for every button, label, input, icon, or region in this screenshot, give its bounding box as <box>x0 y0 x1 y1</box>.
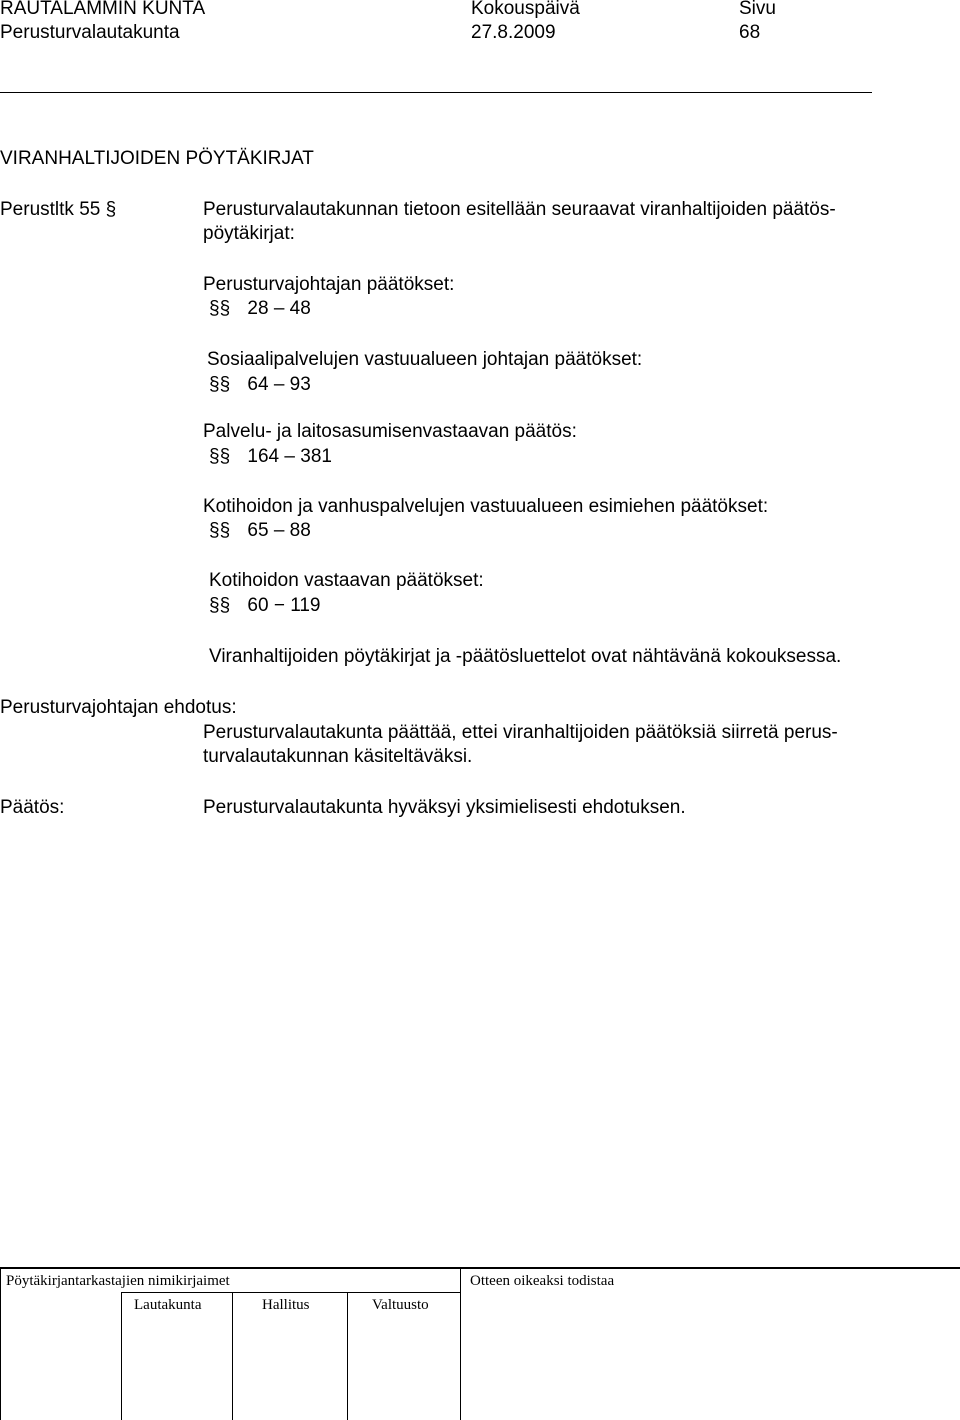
page-number: 68 <box>739 22 761 43</box>
decision-label: Kotihoidon ja vanhuspalvelujen vastuualueen esimiehen päätökset: <box>203 496 769 517</box>
footer-divider <box>232 1292 233 1420</box>
decision-sections <box>209 297 311 321</box>
case-id <box>0 198 116 222</box>
footer-divider <box>347 1292 348 1420</box>
signatures-label: Pöytäkirjantarkastajien nimikirjaimet <box>6 1273 230 1289</box>
notice-text: Viranhaltijoiden pöytäkirjat ja -päätösluettelot ovat nähtävänä kokouksessa. <box>209 646 842 667</box>
section-sign-icon: §§ <box>209 520 231 541</box>
decision-sections <box>209 445 332 469</box>
decision-range: 28 – 48 <box>247 298 311 319</box>
column-hallitus: Hallitus <box>262 1297 310 1313</box>
decision-label: Perusturvajohtajan päätökset: <box>203 274 455 295</box>
column-valtuusto: Valtuusto <box>372 1297 429 1313</box>
header-divider <box>0 92 872 93</box>
column-lautakunta: Lautakunta <box>134 1297 202 1313</box>
page-label: Sivu <box>739 0 776 19</box>
footer-divider <box>460 1268 461 1420</box>
decision-sections <box>209 594 321 618</box>
decision-range: 64 – 93 <box>247 374 311 395</box>
decision-final-label: Päätös: <box>0 797 65 818</box>
decision-range: 65 – 88 <box>247 520 311 541</box>
section-sign-icon: §§ <box>209 298 231 319</box>
certified-label: Otteen oikeaksi todistaa <box>470 1273 615 1289</box>
committee-name: Perusturvalautakunta <box>0 22 180 43</box>
proposal-line-2: turvalautakunnan käsiteltäväksi. <box>203 746 473 767</box>
decision-final-text: Perusturvalautakunta hyväksyi yksimielisesti ehdotuksen. <box>203 797 686 818</box>
meeting-date: 27.8.2009 <box>471 22 556 43</box>
page-title: VIRANHALTIJOIDEN PÖYTÄKIRJAT <box>0 148 314 169</box>
proposal-label: Perusturvajohtajan ehdotus: <box>0 697 237 718</box>
intro-line-1: Perusturvalautakunnan tietoon esitellään seuraavat viranhaltijoiden päätös- <box>203 199 836 220</box>
decision-label: Kotihoidon vastaavan päätökset: <box>209 570 484 591</box>
decision-sections <box>209 373 311 397</box>
decision-sections <box>209 519 311 543</box>
proposal-line-1: Perusturvalautakunta päättää, ettei viranhaltijoiden päätöksiä siirretä perus- <box>203 722 838 743</box>
section-sign-icon: §§ <box>209 446 231 467</box>
decision-range: 164 – 381 <box>247 446 332 467</box>
footer-top-border <box>0 1267 960 1269</box>
case-number: Perustltk 55 <box>0 199 101 220</box>
section-sign-icon: § <box>105 199 117 220</box>
decision-label: Sosiaalipalvelujen vastuualueen johtajan päätökset: <box>207 349 643 370</box>
section-sign-icon: §§ <box>209 374 231 395</box>
decision-range: 60 − 119 <box>247 595 321 616</box>
org-name: RAUTALAMMIN KUNTA <box>0 0 206 19</box>
date-label: Kokouspäivä <box>471 0 580 19</box>
footer-inner-border <box>121 1292 460 1293</box>
section-sign-icon: §§ <box>209 595 231 616</box>
decision-label: Palvelu- ja laitosasumisenvastaavan päätös: <box>203 421 577 442</box>
footer-divider <box>121 1292 122 1420</box>
intro-line-2: pöytäkirjat: <box>203 223 295 244</box>
footer-divider <box>0 1268 1 1420</box>
